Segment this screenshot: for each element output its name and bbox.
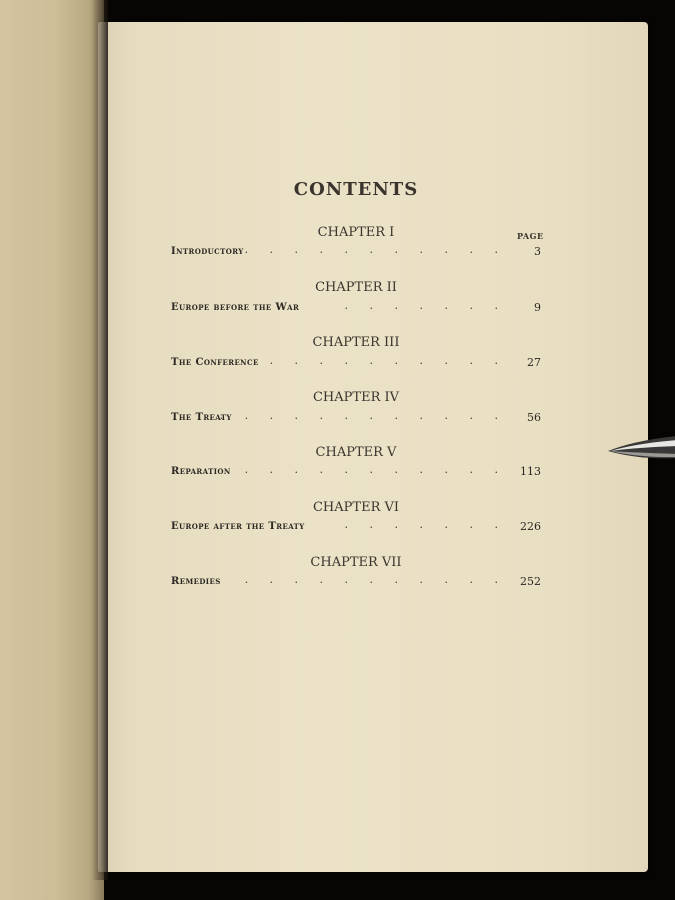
page-number: 252 [520,575,541,588]
page-number: 226 [520,520,541,533]
page-number: 3 [534,245,541,258]
toc-entry[interactable] [171,410,541,426]
page-column-label: PAGE [517,231,544,241]
chapter-title: Introductory [171,246,244,257]
dot-leader: . . . . . . . [344,299,507,312]
dot-leader: . . . . . . . . . . . . [219,409,507,422]
page-number: 9 [534,301,541,314]
chapter-heading: CHAPTER IV [312,390,400,405]
dot-leader: . . . . . . . . . . . [244,463,507,476]
toc-entry[interactable] [171,464,541,480]
dot-leader: . . . . . . . . . . . [244,243,507,256]
toc-entry[interactable] [171,244,541,260]
chapter-heading: CHAPTER I [317,225,395,240]
page-number: 27 [527,356,541,369]
chapter-title: The Conference [171,357,259,368]
chapter-heading: CHAPTER VI [312,500,400,515]
chapter-heading: CHAPTER II [315,280,397,295]
page-number: 56 [527,411,541,424]
chapter-title: Europe after the Treaty [171,521,305,532]
chapter-title: Reparation [171,466,231,477]
dot-leader: . . . . . . . . . . . [244,573,507,586]
toc-entry[interactable] [171,355,541,371]
toc-entry[interactable] [171,519,541,535]
toc-entry[interactable] [171,300,541,316]
dot-leader: . . . . . . . [344,518,507,531]
chapter-heading: CHAPTER VII [310,555,402,570]
page-number: 113 [520,465,541,478]
dot-leader: . . . . . . . . . . [269,354,507,367]
contents-title: CONTENTS [293,179,419,200]
chapter-title: Europe before the War [171,302,300,313]
chapter-heading: CHAPTER V [315,445,397,460]
chapter-title: The Treaty [171,412,232,423]
chapter-heading: CHAPTER III [312,335,400,350]
toc-entry[interactable] [171,574,541,590]
chapter-title: Remedies [171,576,221,587]
